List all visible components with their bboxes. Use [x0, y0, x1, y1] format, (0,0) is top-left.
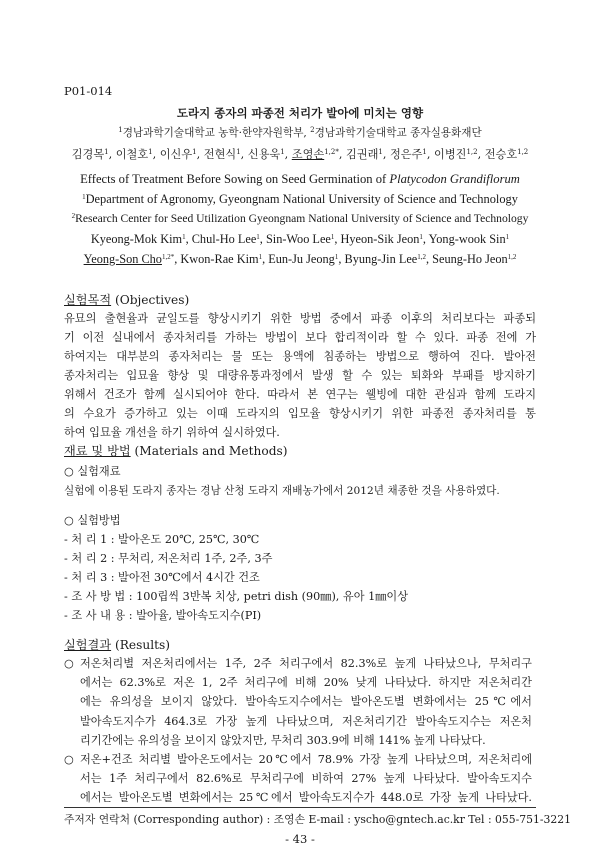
results-bullet-2: ○ 저온+건조 처리별 발아온도에서는 20℃에서 78.9% 가장 높게 나타났으며, 저온처리에 서는 1주 처리구에서 82.6%로 무처리구에 비하여 27% 높게 나타났다. 발아속도지수 에서는 발아온도별 변화에서는 25℃에서 발아속도지수가 448.0로 가장 높게 나타났다. — [64, 750, 532, 808]
english-authors-line2: Yeong-Son Cho$^{1,2*}$, Kwon-Rae Kim$^1$, Eun-Ju Jeong$^1$, Byung-Jin Lee$^{1,2}$, Seung-Ho Jeon$^{1,2}$ — [83, 252, 517, 266]
footer-rule — [64, 807, 536, 808]
materials-text: 실험에 이용된 도라지 종자는 경남 산청 도라지 재배농가에서 2012년 채종한 것을 사용하였다. — [64, 485, 500, 497]
methods-heading: 재료 및 방법 (Materials and Methods) — [64, 444, 288, 458]
corresponding-author-name: 조영손 — [291, 148, 325, 161]
materials-subtitle: ○ 실험재료 — [64, 465, 121, 478]
bullet-icon: ○ — [64, 753, 74, 766]
objectives-line: 하여지는 대부분의 종자처리는 물 또는 용액에 침종하는 방법으로 행하여 진다. 발아전 — [64, 350, 536, 363]
page-number: - 43 - — [285, 832, 315, 846]
english-title: Effects of Treatment Before Sowing on Seed Germination of Platycodon Grandiflorum — [80, 172, 520, 186]
methods-subtitle: ○ 실험방법 — [64, 514, 121, 527]
english-authors-line1: Kyeong-Mok Kim$^1$, Chul-Ho Lee$^1$, Sin-Woo Lee$^1$, Hyeon-Sik Jeon$^1$, Yong-wook Sin$^1$ — [90, 232, 510, 246]
english-affiliation-1: $^1$Department of Agronomy, Gyeongnam National University of Science and Technology — [82, 192, 518, 206]
method-item: - 처 리 1 : 발아온도 20℃, 25℃, 30℃ — [64, 533, 260, 546]
results-heading: 실험결과 (Results) — [64, 638, 171, 652]
method-item: - 조 사 내 용 : 발아율, 발아속도지수(PI) — [64, 609, 262, 622]
korean-affiliations: $^1$경남과학기술대학교 농학·한약자원학부, $^2$경남과학기술대학교 종자실용화재단 — [118, 126, 482, 139]
objectives-line: 위해서 건조가 함께 실시되어야 한다. 따라서 본 연구는 웰빙에 대한 관심과 함께 도라지 — [64, 388, 536, 401]
objectives-line: 의 수요가 증가하고 있는 이때 도라지의 입모율 향상시키기 위한 파종전 종자처리를 통 — [64, 407, 536, 420]
korean-authors: 김경목$^1$, 이철호$^1$, 이신우$^1$, 전현식$^1$, 신용욱$^1$, 조영손$^{1,2*}$, 김권래$^1$, 정은주$^1$, 이병진$^{1,2}$, 전승호$^{1,2}$ — [71, 148, 529, 161]
objectives-line: 기 이전 실내에서 종자처리를 가하는 방법이 보다 합리적이라 할 수 있다. 파종 전에 가 — [64, 331, 536, 344]
english-affiliation-2: $^2$Research Center for Seed Utilization Gyeongnam National University of Science and Technology — [71, 212, 529, 225]
method-item: - 조 사 방 법 : 100립씩 3반복 치상, petri dish (90㎜), 유아 1㎜이상 — [64, 590, 409, 603]
method-item: - 처 리 3 : 발아전 30℃에서 4시간 건조 — [64, 571, 260, 584]
objectives-line: 종자처리는 입묘율 향상 및 대량유통과정에서 발생 할 수 있는 퇴화와 부패를 방지하기 — [64, 369, 536, 382]
korean-title: 도라지 종자의 파종전 처리가 발아에 미치는 영향 — [176, 106, 424, 120]
corresponding-author: 주저자 연락처 (Corresponding author) : 조영손 E-mail : yscho@gntech.ac.kr Tel : 055-751-3221 — [64, 813, 572, 826]
objectives-line: 하여 입묘율 개선을 하기 위하여 실시하였다. — [64, 426, 280, 439]
bullet-icon: ○ — [64, 657, 74, 670]
objectives-line: 유묘의 출현율과 균일도를 향상시키기 위한 방법 중에서 파종 이후의 처리보다는 파종되 — [64, 312, 536, 325]
method-item: - 처 리 2 : 무처리, 저온처리 1주, 2주, 3주 — [64, 552, 273, 565]
results-bullet-1: ○ 저온처리별 저온처리에서는 1주, 2주 처리구에서 82.3%로 높게 나타났으나, 무처리구 에서는 62.3%로 저온 1, 2주 처리구에 비해 20% 낮게 나타났다. 하지만 저온처리간 에는 유의성을 보이지 않았다. 발아속도지수에서는 발아온도별 변화에서는 25℃에서 발아속도지수가 464.3로 가장 높게 나타났으며, 저온처리기간 발아속도지수는 저온처 리기간에는 유의성을 보이지 않았지만, 무처리 303.9에 비해 141% 높게 나타났다. — [64, 654, 532, 750]
objectives-heading: 실험목적 (Objectives) — [64, 293, 190, 307]
abstract-code: P01-014 — [64, 84, 113, 98]
